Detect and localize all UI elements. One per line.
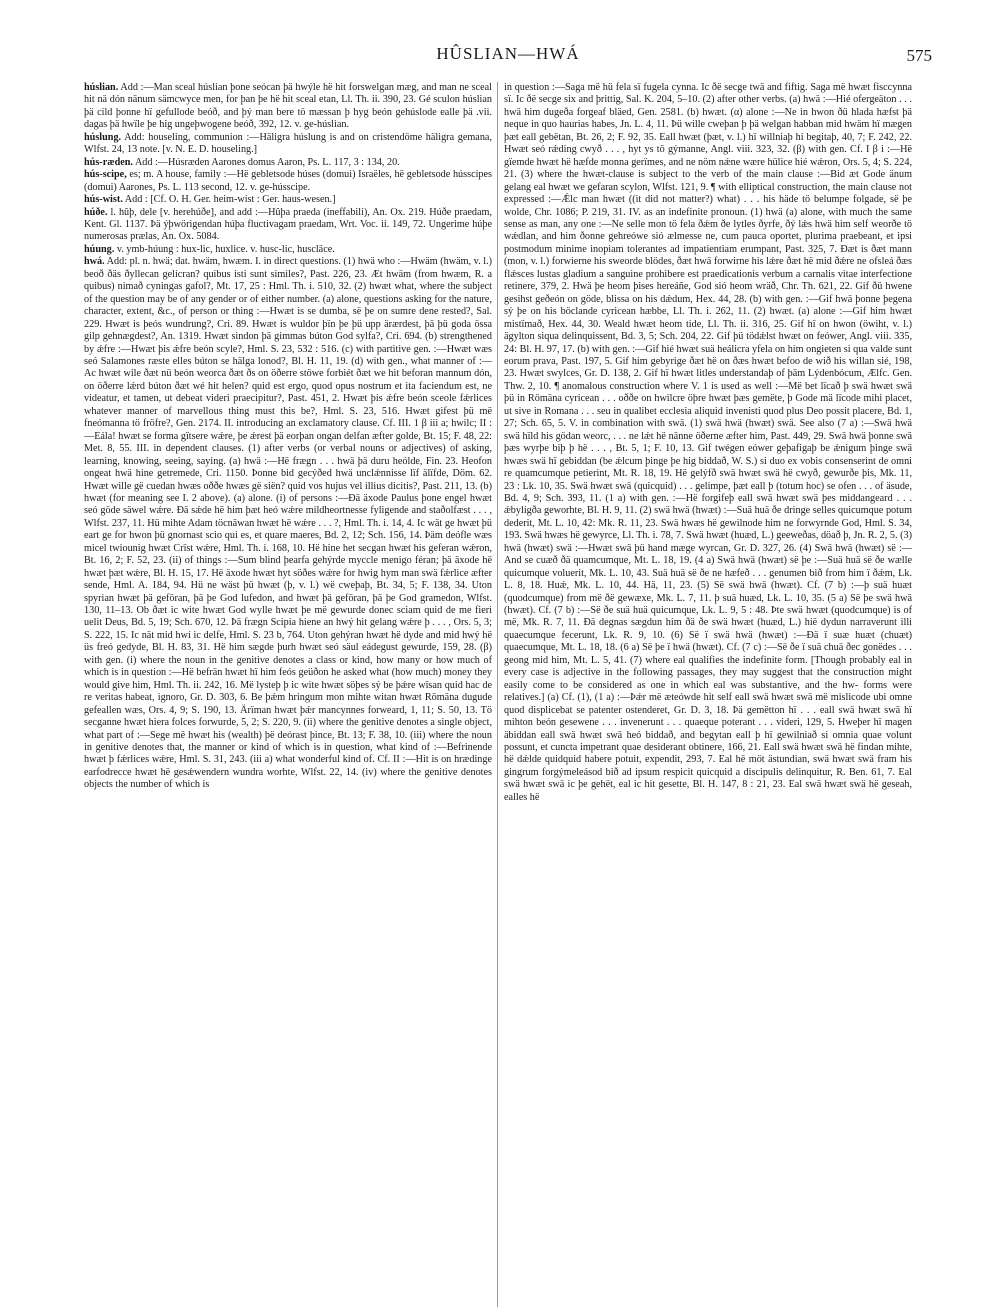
- headword: húslian.: [84, 82, 119, 93]
- right-column: [504, 82, 912, 1307]
- headword: hús-wist.: [84, 194, 123, 206]
- entry-hwa-continued: in question :—Saga më hü fela sï fugela cynna. Ic ðë secge twä and fiftig. Saga më hwæt fisccynna sï. Ic ðë secge six and þrittig, Sal. K. 204, 5–10. (2) after other verbs. (a) hwä :—Hié ofergeäton . . . hwä him dugeða forgeaf bläed, Gen. 2581. (b) hwæt. (α) alone :—Ne in hwon ðü hlada hæfst þä neque in quo haurias habes, Jn. L. 4, 11. Þü wille cweþan þ þä welgan habban mid hwäm hï mægen þæt eall gebëtan, Bt. 26, 2; F. 92, 35. Eall hwæt (þæt, v. l.) hï willniaþ hi begitaþ, 40, 7; F. 242, 22. Hwæt seó rǽding cwyð . . . , hyt ys tö gýmanne, Angl. viii. 323, 32. (β) with gen. Cf. I β i :—Hë gïemde hwæt hë hæfde monna gerïmes, and ne nöm nǽne wære hülice hié wǽron, Ors. 5, 4; S. 224, 21. (3) where the hwæt-clause is subject to the verb of the main clause :—Bid æt Gode änum gelang eal hwæt we gefaran scylon, Wlfst. 121, 9. ¶ with elliptical construction, the main clause not expressed :—Ǽlc man hwæt ((it did not matter?) what) . . . his häde tö belumpe folgade, së þe wolde, Chr. 1086; P. 219, 31. IV. as an indefinite pronoun. (1) hwä (a) alone, with much the same sense as man, any one :—Ne selle mon tö fela ðǽm ðe lytles ðyrfe, ðý lǽs hwä him self weorðe tö wǽdlan, and him ðonne gehreówe sió ælmesse ne, cum pauca oportet, plurima praebeant, et ipsi postmodum minime inopiam tolerantes ad impatientiam erumpant, Past. 325, 7. Ðæt is ðæt mann (mon, v. l.) forwierne his sweorde blödes, ðæt hwä forwirne his lǽre ðæt hë mid ðǽre ne ofsleá ðæs flǽsces lustas gladium a sanguine prohibere est praedicationis verbum a carnalis vitae interfectione retinere, 379, 2. Hwä þe heom þises hereáñe, God sió heom wräð, Chr. Th. 621, 22. Gif ðü hwene gesihst geðeón on göde, blissa on his dǽdum, Hex. 44, 28. (b) with gen. :—Gif hwä þonne þegena sý þe on his böclande cyricean hæbbe, Ll. Th. i. 262, 11. (2) hwæt. (a) alone :—Gif him hwæt mistïmað, Hex. 44, 30. Weald hwæt heom tide, Ll. Th. ii. 316, 25. Gif hï on hwon (öwiht, v. l.) ägylton siqua delinquissent, Bd. 3, 5; Sch. 204, 22. Gif þü tödǽlst hwæt on feówer, Angl. viii. 335, 24: Bl. H. 97, 17. (b) with gen. :—Gif hié hwæt suä heálicra yfela on him ongieten si qua valde sunt eorum prava, Past. 197, 5. Gif him gebyrige ðæt hë on ðæs hwæt befoo de wið his willan sié, 198, 23. Hwæt swylces, Gr. D. 138, 2. Gif hï hwæt litles understandaþ of þäm Lýdenbócum, Ælfc. Gen. Thw. 2, 10. ¶ anomalous construction where V. 1 is used as well :—Më bet lïcað þ swä hwæt swä þü in Römäna cyricean . . . oððe on hwilcre öþre hwæt þæs gemëte, þ Gode mä lïcode mihi placet, ut sive in Romana . . . seu in qualibet ecclesia aliquid invenisti quod plus Deo possit placere, Bd. 1, 27; Sch. 65, 5. V. in combination with swä. (1) swä hwä (hwæt) swä. See also (7 a) :—Swä hwä swä hïld his gödan weorc, . . . ne lǽt hë nänne öðerne æfter him, Past. 449, 29. Swä hwä þonne swä þæs wyrþe biþ þ hë . . . , Bt. 5, 1; F. 10, 13. Gif twégen eówer geþafigaþ be ǽnigum þinge swä hwæs swä hï gebiddan (be ǽlcum þinge þe hig biddað, W. S.) si duo ex vobis consenserint de omni re quamcumque petierint, Mt. R. 18, 19. Hë gelýfð swä hwæt swä hë cwyð, gewurðe þis, Mk. 11, 23 : Lk. 10, 35. Swä hwæt swä (quicquid) . . . gelimpe, þæt eall þ (totum hoc) se ofen . . . of äsude, Bd. 4, 9; Sch. 393, 11. (1 a) with gen. :—Hë forgifeþ eall swä hwæt swä þes middangeard . . . ǽbyligða geworhte, Bl. H. 9, 11. (2) swä hwä (hwæt) :—Suä huä ðe dringe selles quicumque potum dederit, Mt. L. 10, 42: Mk. R. 11, 23. Swä hwæs hë gewilnode him ne forwyrnde God, Hml. S. 34, 193. Swä hwæs hë gewyrce, Ll. Th. i. 78, 7. Swä hwæt (huæd, L.) geeweðas, döað þ, Jn. R. 2, 5. (3) hwä (hwæt) swä :—Hwæt swä þü hand mæge wyrcan, Gr. D. 327, 26. (4) Swä hwä (hwæt) së :—And se cuæð ðä quamcumque, Mt. L. 18, 19. (4 a) Swä hwä (hwæt) së þe :—Suä huä së ðe wælle quicumque voluerit, Mk. L. 10, 43. Suä huä së ðe ne hæfeð . . . genumen bið from him ï ðǽm, Lk. L. 8, 18. Huǽ, Mk. L. 10, 44. Hä, 11, 23. (5) Së swä hwä (hwæt). Cf. (7 b) :—þ suä huæt (quodcumque) from më ðë gewæxe, Mk. L. 7, 11. þ suä huæd, Lk. L. 10, 35. (5 a) Së þe swä hwä (hwæt). Cf. (7 b) :—Së ðe suä huä quicumque, Lk. L. 9, 5 : 48. Þte swä hwæt (quodcumque) is of më, Mk. R. 7, 11. Ðä degnas sægdun him ðä ðe swä hwæt (huæd, L.) hië dydun narraverunt illi quaecumque fecerunt, Lk. R. 9, 10. (6) Së ï swä hwä (hwæt) :—Ðä ï suæ huæt (chuæt) quaecumque, Mt. L. 18, 18. (6 a) Së þe ï hwä (hwæt). Cf. (7 c) :—Së ðe ï suä chuä ðec gonëdes . . . geong mid him, Mt. L. 5, 41. (7) where eal qualifies the indefinite form. [Though probably eal in every case is adjective in the following passages, they may suggest that the construction might easily come to be considered as one in which eal was substantive, and the hw- forms were relatives.] (a) Cf. (1), (1 a) :—Þǽr më æteówde hit self eall swä hwæt swä më mislicode ubi omne quod displicebat se patenter ostenderet, Gr. D. 3, 18. Þä gemëtton hï . . . eall swä hwæt swä hï mihton beón gesewene . . . invenerunt . . . quaeque poterant . . . videri, 129, 5. Hweþer hï magen äbiddan eall swä hwæt swä heó biddað, and begytan eall þ hï gewilniað si omnia quae volunt possunt, et cuncta impetrant quae desiderant obtinere, 166, 21. Eall swä hwæt swä hë findan mihte, hë dǽlde quidquid habere potuit, expendit, 293, 7. Eal hë möt ästundian, swä hwæt swä fram his gingrum forgýmeleásod bið ad ipsum respicit quicquid a discipulis delinquitur, R. Ben. 61, 7. Eal swä hwæt swä ic þe gehët, eal ic hit gesette, Bl. H. 147, 8 : 21, 23. Eal swä hwæt swä hë geseah, ealles hë: [504, 82, 912, 803]
- headword: hús-scipe,: [84, 169, 127, 181]
- entry-hwa: [84, 256, 492, 791]
- dictionary-columns: [84, 82, 932, 1307]
- column-divider: [497, 82, 498, 1307]
- headword: hús-ræden.: [84, 156, 133, 168]
- entry-text: v. ymb-húung : hux-lic, huxlice. v. husc-lic, huscläce.: [114, 243, 335, 255]
- headword: húslung.: [84, 131, 122, 143]
- entry-hus-raeden: [84, 157, 492, 169]
- entry-hus-wist: [84, 194, 492, 206]
- entry-text: Add :—Húsræden Aarones domus Aaron, Ps. L. 117, 3 : 134, 20.: [132, 156, 400, 168]
- entry-text: Add :—Man sceal húslian þone seócan þä hwýle hë hit forswelgan mæg, and man ne sceal hit nä dón nänum sämcwyce men, for þan þe hë hit sceal etan, Ll. Th. ii. 390, 23. Gé sculon húslian þä cild þonne hï gefullode beóð, and þý man bere tö mæssan þ hyg beón gehúslode ealle þä .vii. dagas þä hwïle þe hig ungeþwogene beóð, 392, 12. v. ge-húslian.: [84, 82, 492, 131]
- page-number: 575: [906, 46, 932, 65]
- entry-text: l. hûþ, dele [v. herehúðe], and add :—Hûþa praeda (ineffabili), An. Ox. 219. Húðe praedam, Kent. Gl. 1137. Þä ýþwörigendan húþa fluctivagam praedam, Wrt. Voc. ii. 149, 72. Ungerime húþe numerosas prælas, An. Ox. 5084.: [84, 206, 492, 243]
- entry-hude: [84, 207, 492, 244]
- entry-huslung: [84, 132, 492, 157]
- headword: húðe.: [84, 206, 108, 218]
- entry-text: Add: pl. n. hwä; dat. hwäm, hwæm. I. in direct questions. (1) hwä who :—Hwäm (hwäm, v. l.) beoð ðäs ðyllecan gelicran? quibus isti sunt similes?, Past. 226, 23. Æt hwäm (from hwæm, R. a quibus) nimað cyningas gafol?, Mt. 17, 25 : Hml. Th. i. 510, 32. (2) hwæt what, where the subject of the question may be of any gender or of either number. (a) alone, questions asking for the nature, character, extent, &c., of person or thing :—Hwæt is se dumba, së þe on sumre dene rested?, Sal. 229. Hwæt is þeós wundrung?, Cri. 89. Hwæt is wuldor þïn þe þü upp ärærdest, þä þü goda össa gilp gehnægdest?, An. 1319. Hwæt sindon þä gimmas búton God sylfa?, Cri. 694. (b) strengthened by ǽfre :—Hwæt þis ǽfre beón scyle?, Hml. S. 23, 532 : 516. (c) with partitive gen. :—Hwæt wæs seó Salamones ræste elles búton se hälga lonod?, Bl. H. 11, 19. (d) with gen., what manner of :—Ac hwæt wile ðæt nü beón weorca ðæt ðs on öðerre stöwe forbiét ðæt we hit beforan mannum dón, on öðerre lǽrd búton ðæt wé hit helen? quid est ergo, quod opus nostrum et ita faciendum est, ne videatur, et tamen, ut debeat videri praecipitur?, Past. 451, 2. Hwæt þis ǽfre beón sceole fǽrlices whatever manner of marvellous thing must this be?, Hml. S. 23, 516. Hwæt gifest þü më fneómanna tö fröfre?, Gen. 2174. II. introducing an exclamatory clause. Cf. III. 1 β iii a; hwilc; II :—Eála! hwæt se forma gïtsere wǽre, þe ǽrest þä eorþan ongan delfan æfter golde, Bt. 15; F. 48, 22: Met. 8, 55. III. in dependent clauses. (1) after verbs (or verbal nouns or adjectives) of asking, learning, knowing, seeing, saying. (a) hwä :—Hë frægn . . . hwä þä duru heólde, Fin. 23. Heofon ongeat hwä hine getremede, Cri. 1150. Þonne bid gecýðed hwä unclǽnnisse lïf älïfde, Döm. 62. Hwæt wille gë cuedan hwæs oððe hwæs gë siën? quid vos hujus vel illius dicitis?, Past. 211, 13. (b) hwæt (for meaning see I. 2 above). (a) alone. (i) of persons :—Ðä äxode Paulus þone engel hwæt seó göde säwel wǽre. Ðä sǽde hë him þæt heó wǽre mildheortnesse fyligende and staðolfæst . . . , Wlfst. 237, 11. Hü mihte Adam töcnäwan hwæt hë wǽre . . . ?, Hml. Th. i. 14, 4. Ic wät ge hwæt þü eart ge for hwon þü gnornast scio qui es, et quare maeres, Bd. 2, 12; Sch. 156, 14. Þäm deófle wæs micel twiounig hwæt Crïst wǽre, Hml. Th. i. 168, 10. Hë hine het secgan hwæt his geferan wǽron, Bt. 16, 2; F. 52, 23. (ii) of things :—Sum blind þearfa gehýrde myccle menigo féran; þä äxode hë hwæt þæt wǽre, Bl. H. 15, 17. Hë äxode hwæt hyt söðes wǽre for hwig hym man swä fǽrlice æfter sende, Hml. A. 184, 94. Hü ne wäst þü hwæt (þ, v. l.) wë cweþaþ, Bt. 34, 5; F. 138, 34. Uton spyrian hwæt þä geföran, þä þe God lufedon, and hwæt þä geföran, þä þe God gramedon, Wlfst. 130, 11–13. Ob ðæt ic wite hwæt God wylle hwæt þe më gewurde donec sciam quid de me fieri uelit Deus, Bd. 5, 19; Sch. 670, 12. Þä frægn Scipia hiene an hwý hit gelang wǽre þ . . . , Ors. 5, 3; S. 222, 15. Ic nät mid hwí ic delfe, Hml. S. 23 b, 764. Uton gehýran hwæt hë dyde and mid hwý hë üs freó gedyde, Bl. H. 83, 31. Hë him sægde þurh hwæt seó säul eádegust gewurde, 159, 28. (β) with gen. (i) where the noun in the genitive denotes a class or kind, how many or how much of which is in question :—Hë befrän hwæt hï him feós geüðon he asked what (how much) money they would give him, Hml. Th. ii. 242, 16. Më lysteþ þ ic wite hwæt söþes sý be þǽre wïsan quid hac de re veritas habeat, ignoro, Gr. D. 303, 6. Be þǽm hringum mon mihte witan hwæt Römäna dugude gefeallen wæs, Ors. 4, 9; S. 190, 13. Ärïman hwæt þǽr mancynnes forweard, 1, 11; S. 50, 13. Tö secganne hwæt hiera folces forwurde, 5, 2; S. 220, 9. (ii) where the genitive denotes a single object, what part of :—Sege më hwæt his (wealth) þë deórast þince, Bt. 13; F. 38, 10. (iii) where the noun in genitive denotes that, the manner or kind of which is in question, what kind of :—Befrinende hwæt þ fǽrlices wǽre, Hml. S. 31, 243. (iii a) what wonderful kind of. Cf. II :—Hit is on hrædinge earfodrecce hwæt hë gesǽwendern wundra worhte, Wlfst. 22, 14. (iv) where the genitive denotes objects the number of which is: [84, 256, 492, 791]
- running-head: HÛSLIAN—HWÁ: [436, 44, 580, 63]
- entry-text: Add: houseling, communion :—Häligra húslung is and on cristendöme häligra gemana, Wlfst. 24, 13 note. [v. N. E. D. houseling.]: [84, 131, 492, 156]
- entry-huung: [84, 244, 492, 256]
- left-column: [84, 82, 492, 1307]
- page-header: [84, 44, 932, 74]
- headword: húung.: [84, 243, 115, 255]
- entry-text: es; m. A house, family :—Hë gebletsode húses (domui) Israëles, hë gebletsode hússcipes (domui) Aarones, Ps. L. 113 second, 12. v. ge-hússcipe.: [84, 169, 492, 193]
- entry-huslian: [84, 82, 492, 132]
- entry-text: Add : [Cf. O. H. Ger. heim-wist : Ger. haus-wesen.]: [122, 194, 336, 206]
- headword: hwá.: [84, 256, 105, 268]
- entry-hus-scipe: [84, 169, 492, 194]
